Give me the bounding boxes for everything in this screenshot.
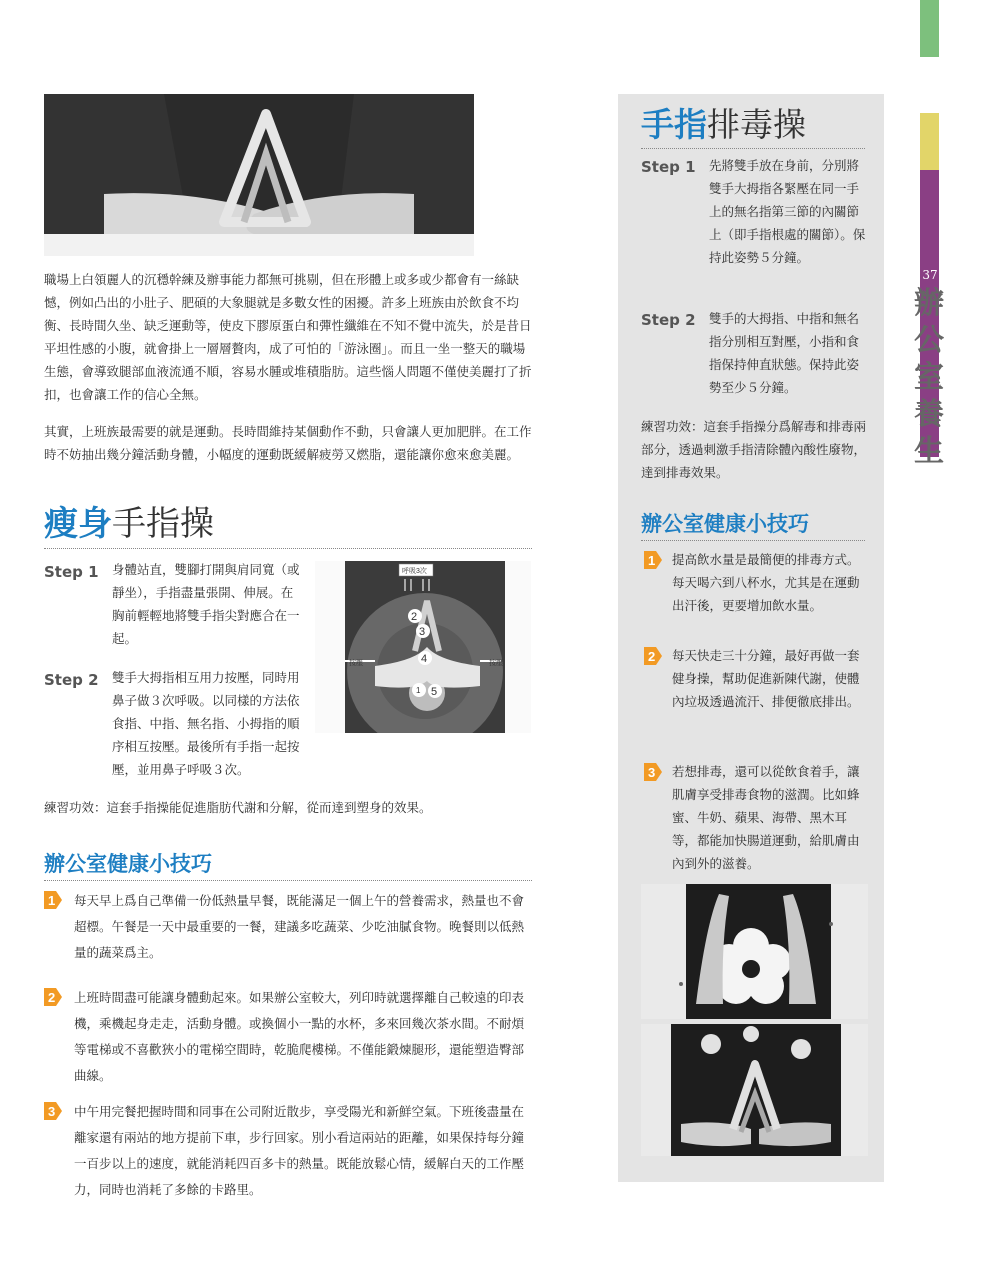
slim-section-title [44, 503, 214, 545]
tip-number: 2 [648, 649, 656, 664]
tip-badge-icon [644, 647, 662, 665]
chapter-title-char: 生 [914, 434, 944, 469]
chapter-title-char: 室 [914, 360, 944, 395]
tip-badge-icon [44, 891, 62, 909]
detox-step-1 [641, 158, 867, 283]
divider [641, 540, 865, 541]
tip-badge-icon [644, 551, 662, 569]
tip-number: 3 [48, 1104, 56, 1119]
diagram-number: 3 [419, 626, 426, 638]
diagram-number: 2 [411, 611, 418, 623]
tip-badge-icon [44, 988, 62, 1006]
slim-title-light: 手指操 [112, 504, 214, 544]
chapter-title-char: 養 [914, 397, 944, 432]
step-text: 雙手大拇指相互用力按壓，同時用鼻子做３次呼吸。以同樣的方法依食指、中指、無名指、小拇指的順序相互按壓。最後所有手指一起按壓，並用鼻子呼吸３次。 [112, 670, 300, 777]
press-label-left: 按壓 [349, 660, 363, 667]
tips-title-right: 辦公室健康小技巧 [641, 511, 809, 536]
chapter-title-char: 辦 [914, 286, 944, 321]
tip-number: 1 [48, 893, 56, 908]
tip-text: 中午用完餐把握時間和同事在公司附近散步，享受陽光和新鮮空氣。下班後盡量在離家還有兩站的地方提前下車，步行回家。別小看這兩站的距離，如果保持每分鐘一百步以上的速度，就能消耗四百多卡的熱量。既能放鬆心情，緩解白天的工作壓力，同時也消耗了多餘的卡路里。 [74, 1104, 525, 1197]
diagram-number: 4 [421, 653, 428, 665]
tip-number: 3 [648, 765, 656, 780]
finger-press-diagram [315, 561, 531, 733]
slim-step-1 [44, 563, 306, 663]
step-text: 雙手的大拇指、中指和無名指分別相互對壓，小指和食指保持伸直狀態。保持此姿勢至少５分鐘。 [709, 311, 860, 395]
color-tab-yellow [920, 113, 939, 170]
divider [44, 880, 532, 881]
step-text: 身體站直，雙腳打開與肩同寬（或靜坐），手指盡量張開、伸展。在胸前輕輕地將雙手指尖對應合在一起。 [112, 562, 300, 646]
hands-photo-right-2 [641, 1024, 868, 1156]
tip-text: 若想排毒，還可以從飲食着手，讓肌膚享受排毒食物的滋潤。比如蜂蜜、牛奶、蘋果、海帶、黑木耳等，都能加快腸道運動，給肌膚由內到外的滋養。 [672, 764, 860, 871]
tip-text: 每天早上爲自己準備一份低熱量早餐，既能滿足一個上午的營養需求，熱量也不會超標。午餐是一天中最重要的一餐，建議多吃蔬菜、少吃油膩食物。晚餐則以低熱量的蔬菜爲主。 [74, 893, 525, 960]
step-label: Step 1 [641, 158, 696, 176]
detox-title-light: 排毒操 [707, 105, 806, 144]
step-label: Step 1 [44, 563, 99, 581]
detox-step-2 [641, 311, 867, 401]
tip-badge-icon [44, 1102, 62, 1120]
tip-badge-icon [644, 763, 662, 781]
slim-step-2 [44, 671, 306, 791]
tip-text: 提高飲水量是最簡便的排毒方式。每天喝六到八杯水，尤其是在運動出汗後，更要增加飲水量。 [672, 552, 860, 613]
step-label: Step 2 [44, 671, 99, 689]
breath-label: 呼吸3次 [402, 568, 427, 575]
diagram-number: 1 [416, 686, 421, 695]
tip-number: 2 [48, 990, 56, 1005]
divider [44, 548, 532, 549]
step-text: 先將雙手放在身前，分別將雙手大拇指各緊壓在同一手上的無名指第三節的內關節上（即手指根處的關節）。保持此姿勢５分鐘。 [709, 158, 866, 265]
tips-title-left: 辦公室健康小技巧 [44, 851, 212, 876]
chapter-title-char: 公 [914, 323, 944, 358]
page-number: 37 [922, 268, 938, 282]
hands-photo-right-1 [641, 884, 868, 1019]
tip-text: 上班時間盡可能讓身體動起來。如果辦公室較大，列印時就選擇離自己較遠的印表機，乘機起身走走，活動身體。或換個小一點的水杯，多來回幾次茶水間。不耐煩等電梯或不喜歡狹小的電梯空間時，乾脆爬樓梯。不僅能鍛煉腿形，還能塑造臀部曲線。 [74, 990, 525, 1083]
detox-title-strong: 手指 [641, 105, 707, 144]
hands-photo-top [44, 94, 474, 256]
color-tab-green [920, 0, 939, 57]
divider [641, 148, 865, 149]
press-label-right: 按壓 [489, 660, 503, 667]
intro-paragraph-1: 職場上白領麗人的沉穩幹練及辦事能力都無可挑剔，但在形體上或多或少都會有一絲缺憾，例如凸出的小肚子、肥碩的大象腿就是多數女性的困擾。許多上班族由於飲食不均衡、長時間久坐、缺乏運動等，使皮下膠原蛋白和彈性纖維在不知不覺中流失，於是昔日平坦性感的小腹，就會掛上一層層贅肉，成了可怕的「游泳圈」。而且一坐一整天的職場生態，會導致腿部血液流通不順，容易水腫或堆積脂肪。這些惱人問題不僅使美麗打了折扣，也會讓工作的信心全無。 [44, 272, 532, 402]
tip-number: 1 [648, 553, 656, 568]
slim-effect: 練習功效：這套手指操能促進脂肪代謝和分解，從而達到塑身的效果。 [44, 800, 432, 815]
tip-text: 每天快走三十分鐘，最好再做一套健身操，幫助促進新陳代謝，使體內垃圾透過流汗、排便徹底排出。 [672, 648, 860, 709]
diagram-number: 5 [431, 686, 438, 698]
detox-section-title [641, 104, 806, 146]
intro-paragraph-2: 其實，上班族最需要的就是運動。長時間維持某個動作不動，只會讓人更加肥胖。在工作時不妨抽出幾分鐘活動身體，小幅度的運動既緩解疲勞又燃脂，還能讓你愈來愈美麗。 [44, 424, 532, 462]
detox-effect: 練習功效：這套手指操分爲解毒和排毒兩部分，透過刺激手指清除體內酸性廢物，達到排毒效果。 [641, 419, 867, 480]
step-label: Step 2 [641, 311, 696, 329]
chapter-title-vertical [911, 285, 947, 470]
slim-title-strong: 瘦身 [44, 504, 112, 544]
